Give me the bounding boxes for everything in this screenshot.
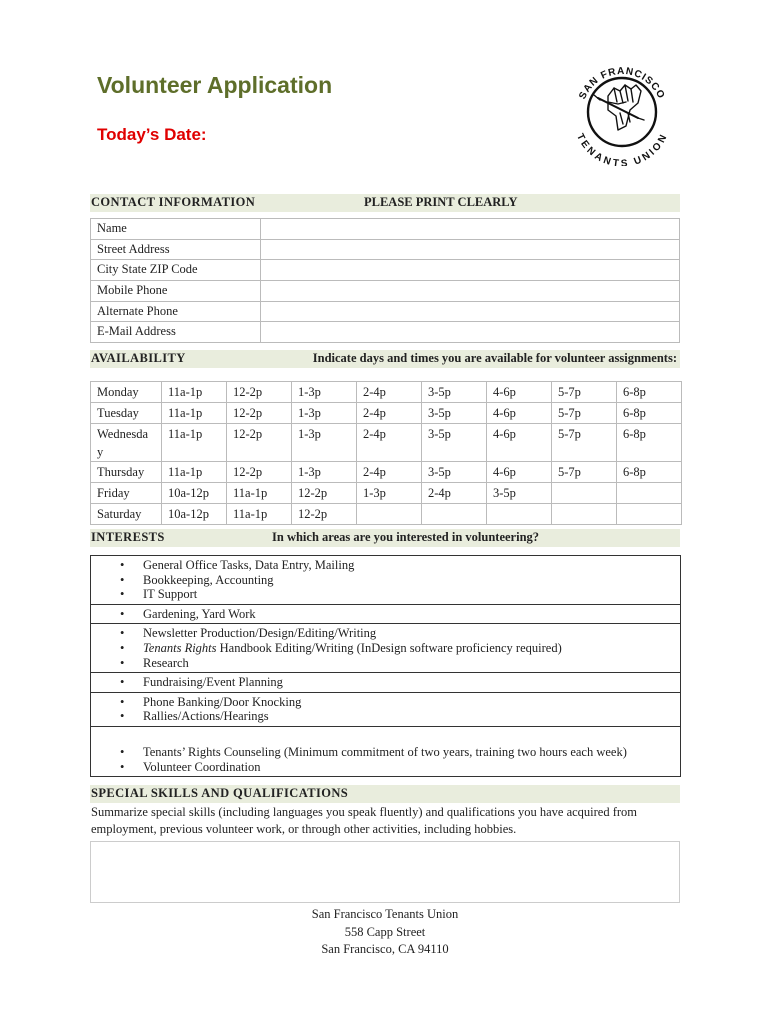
time-slot[interactable]: 5-7p (552, 403, 617, 424)
interest-group[interactable] (91, 605, 680, 625)
time-slot[interactable]: 12-2p (227, 424, 292, 462)
time-slot[interactable]: 4-6p (487, 403, 552, 424)
contact-row (91, 239, 680, 260)
time-slot[interactable]: 4-6p (487, 462, 552, 483)
time-slot[interactable]: 5-7p (552, 382, 617, 403)
contact-field-label: Alternate Phone (91, 301, 261, 322)
footer-address (0, 906, 770, 959)
time-slot[interactable]: 5-7p (552, 424, 617, 462)
interest-item: • Volunteer Coordination (143, 760, 680, 775)
contact-row (91, 301, 680, 322)
svg-text:SAN FRANCISCO: SAN FRANCISCO (577, 65, 667, 102)
time-slot[interactable] (487, 504, 552, 525)
day-label: Monday (91, 382, 162, 403)
contact-row (91, 219, 680, 240)
time-slot[interactable]: 2-4p (357, 382, 422, 403)
time-slot[interactable] (552, 483, 617, 504)
interest-item: • Rallies/Actions/Hearings (143, 709, 680, 724)
todays-date-label: Today’s Date: (97, 125, 207, 144)
day-label-line: y (97, 445, 104, 459)
contact-field-input[interactable] (261, 260, 680, 281)
time-slot[interactable]: 6-8p (617, 403, 682, 424)
day-label: Saturday (91, 504, 162, 525)
interest-group[interactable] (91, 693, 680, 727)
time-slot[interactable]: 1-3p (292, 462, 357, 483)
day-label (91, 424, 162, 462)
time-slot[interactable]: 10a-12p (162, 483, 227, 504)
interests-note: In which areas are you interested in volunteering? (272, 530, 540, 544)
time-slot[interactable] (422, 504, 487, 525)
interest-group[interactable] (91, 673, 680, 693)
contact-field-label: Street Address (91, 239, 261, 260)
availability-note: Indicate days and times you are available for volunteer assignments: (312, 351, 677, 365)
svg-text:TENANTS UNION: TENANTS UNION (573, 132, 670, 166)
day-label: Friday (91, 483, 162, 504)
day-label: Thursday (91, 462, 162, 483)
time-slot[interactable]: 11a-1p (162, 462, 227, 483)
time-slot[interactable]: 12-2p (227, 382, 292, 403)
interest-item: • IT Support (143, 587, 680, 602)
contact-field-input[interactable] (261, 239, 680, 260)
interest-group[interactable] (91, 727, 680, 777)
time-slot[interactable]: 6-8p (617, 382, 682, 403)
interests-header (90, 529, 680, 547)
time-slot[interactable]: 6-8p (617, 462, 682, 483)
contact-field-label: City State ZIP Code (91, 260, 261, 281)
footer-org: San Francisco Tenants Union (311, 907, 459, 921)
contact-table (90, 218, 680, 343)
interest-item: • Newsletter Production/Design/Editing/Writing (143, 626, 680, 641)
footer-city: San Francisco, CA 94110 (321, 942, 449, 956)
time-slot[interactable]: 1-3p (292, 403, 357, 424)
availability-row (91, 403, 682, 424)
interest-item (143, 641, 680, 656)
footer-street: 558 Capp Street (344, 924, 426, 939)
interests-heading: INTERESTS (91, 530, 165, 544)
time-slot[interactable]: 2-4p (422, 483, 487, 504)
interest-item: • General Office Tasks, Data Entry, Mailing (143, 558, 680, 573)
availability-row (91, 424, 682, 462)
time-slot[interactable]: 1-3p (292, 382, 357, 403)
interest-item: • Bookkeeping, Accounting (143, 573, 680, 588)
time-slot[interactable]: 5-7p (552, 462, 617, 483)
page-title: Volunteer Application (97, 72, 333, 98)
contact-field-label: Name (91, 219, 261, 240)
time-slot[interactable]: 11a-1p (227, 504, 292, 525)
contact-field-label: E-Mail Address (91, 322, 261, 343)
skills-header (90, 785, 680, 803)
time-slot[interactable]: 3-5p (422, 462, 487, 483)
availability-heading: AVAILABILITY (91, 351, 186, 365)
time-slot[interactable]: 4-6p (487, 424, 552, 462)
interest-item: • Tenants’ Rights Counseling (Minimum commitment of two years, training two hours each week) (143, 745, 680, 760)
time-slot[interactable]: 11a-1p (162, 382, 227, 403)
contact-field-label: Mobile Phone (91, 281, 261, 302)
interest-group[interactable] (91, 556, 680, 605)
contact-field-input[interactable] (261, 281, 680, 302)
skills-instructions: Summarize special skills (including languages you speak fluently) and qualifications you have acquired from employment, previous volunteer work, or through other activities, including hobbies. (91, 805, 638, 836)
time-slot[interactable]: 1-3p (292, 424, 357, 462)
handbook-title: Tenants Rights (143, 640, 217, 655)
interest-item: • Fundraising/Event Planning (143, 675, 680, 690)
time-slot[interactable] (552, 504, 617, 525)
availability-row (91, 382, 682, 403)
time-slot[interactable]: 4-6p (487, 382, 552, 403)
contact-field-input[interactable] (261, 219, 680, 240)
contact-row (91, 281, 680, 302)
contact-field-input[interactable] (261, 301, 680, 322)
skills-heading: SPECIAL SKILLS AND QUALIFICATIONS (91, 786, 349, 800)
time-slot[interactable]: 3-5p (487, 483, 552, 504)
time-slot[interactable]: 2-4p (357, 424, 422, 462)
skills-input-box[interactable] (90, 841, 680, 903)
time-slot[interactable]: 2-4p (357, 403, 422, 424)
availability-table (90, 381, 682, 525)
time-slot[interactable]: 3-5p (422, 424, 487, 462)
time-slot[interactable]: 10a-12p (162, 504, 227, 525)
availability-row (91, 504, 682, 525)
time-slot[interactable]: 12-2p (292, 483, 357, 504)
contact-header (90, 194, 680, 212)
time-slot[interactable]: 12-2p (227, 403, 292, 424)
time-slot[interactable]: 12-2p (227, 462, 292, 483)
time-slot[interactable]: 1-3p (357, 483, 422, 504)
time-slot[interactable]: 12-2p (292, 504, 357, 525)
time-slot[interactable]: 11a-1p (162, 403, 227, 424)
contact-row (91, 260, 680, 281)
handbook-rest: Handbook Editing/Writing (InDesign software proficiency required) (216, 640, 562, 655)
time-slot[interactable] (357, 504, 422, 525)
interests-list (90, 555, 681, 777)
contact-heading: CONTACT INFORMATION (91, 195, 256, 209)
interest-item: • Research (143, 656, 680, 671)
time-slot[interactable] (617, 483, 682, 504)
day-label-line: Wednesda (97, 427, 149, 441)
time-slot[interactable]: 2-4p (357, 462, 422, 483)
time-slot[interactable]: 3-5p (422, 403, 487, 424)
time-slot[interactable]: 11a-1p (162, 424, 227, 462)
time-slot[interactable]: 11a-1p (227, 483, 292, 504)
contact-row (91, 322, 680, 343)
time-slot[interactable]: 6-8p (617, 424, 682, 462)
availability-header (90, 350, 680, 368)
tenants-union-logo (568, 58, 676, 166)
time-slot[interactable]: 3-5p (422, 382, 487, 403)
time-slot[interactable] (617, 504, 682, 525)
interest-item: • Gardening, Yard Work (143, 607, 680, 622)
print-clearly-note: PLEASE PRINT CLEARLY (364, 195, 518, 209)
contact-field-input[interactable] (261, 322, 680, 343)
interest-item: • Phone Banking/Door Knocking (143, 695, 680, 710)
availability-row (91, 483, 682, 504)
interest-group[interactable] (91, 624, 680, 673)
availability-row (91, 462, 682, 483)
day-label: Tuesday (91, 403, 162, 424)
